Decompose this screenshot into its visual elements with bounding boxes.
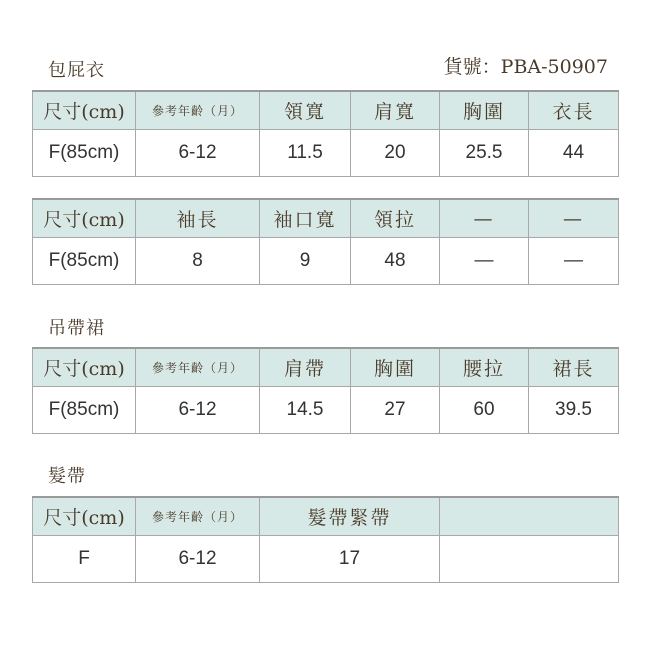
table-cell: F(85cm)	[33, 130, 136, 177]
table-row	[33, 130, 619, 177]
header-cell: 尺寸(cm)	[33, 348, 136, 387]
table-cell: —	[529, 238, 619, 285]
table-row	[33, 387, 619, 434]
table-cell: 8	[136, 238, 260, 285]
table-cell: 6-12	[136, 536, 260, 583]
section-title-bodysuit: 包屁衣	[48, 60, 105, 81]
header-cell: 尺寸(cm)	[33, 199, 136, 238]
header-cell: 胸圍	[440, 91, 529, 130]
table-cell: 27	[351, 387, 440, 434]
table-cell: 39.5	[529, 387, 619, 434]
header-cell: 衣長	[529, 91, 619, 130]
table-cell: 60	[440, 387, 529, 434]
size-table-headband	[32, 496, 619, 583]
table-cell: F(85cm)	[33, 387, 136, 434]
header-cell: 肩寬	[351, 91, 440, 130]
table-cell: F	[33, 536, 136, 583]
table-cell: F(85cm)	[33, 238, 136, 285]
header-cell: 腰拉	[440, 348, 529, 387]
header-cell: 尺寸(cm)	[33, 91, 136, 130]
table-cell: 11.5	[260, 130, 351, 177]
table-row	[33, 536, 619, 583]
size-table-suspender-skirt	[32, 347, 619, 434]
header-cell: 尺寸(cm)	[33, 497, 136, 536]
table-cell: 6-12	[136, 387, 260, 434]
table-header-row	[33, 348, 619, 387]
header-cell: 參考年齡（月）	[136, 497, 260, 536]
header-cell: 領寬	[260, 91, 351, 130]
header-cell: 袖口寬	[260, 199, 351, 238]
table-header-row	[33, 91, 619, 130]
header-cell: —	[440, 199, 529, 238]
table-header-row	[33, 199, 619, 238]
header-cell: 領拉	[351, 199, 440, 238]
table-header-row	[33, 497, 619, 536]
table-cell: 6-12	[136, 130, 260, 177]
size-table-bodysuit-2	[32, 198, 619, 285]
header-cell: 參考年齡（月）	[136, 348, 260, 387]
table-cell: —	[440, 238, 529, 285]
header-cell: 胸圍	[351, 348, 440, 387]
table-cell: 14.5	[260, 387, 351, 434]
header-cell: 髮帶緊帶	[260, 497, 440, 536]
table-cell: 17	[260, 536, 440, 583]
header-cell: —	[529, 199, 619, 238]
table-cell: 48	[351, 238, 440, 285]
header-cell: 裙長	[529, 348, 619, 387]
header-cell-empty	[440, 497, 619, 536]
header-cell: 肩帶	[260, 348, 351, 387]
size-table-bodysuit-1	[32, 90, 619, 177]
table-cell: 25.5	[440, 130, 529, 177]
product-code: 貨號：PBA-50907	[443, 56, 608, 78]
section-title-headband: 髮帶	[48, 466, 86, 487]
table-row	[33, 238, 619, 285]
table-cell-empty	[440, 536, 619, 583]
section-title-suspender-skirt: 吊帶裙	[48, 318, 105, 339]
header-cell: 袖長	[136, 199, 260, 238]
table-cell: 9	[260, 238, 351, 285]
table-cell: 44	[529, 130, 619, 177]
header-cell: 參考年齡（月）	[136, 91, 260, 130]
table-cell: 20	[351, 130, 440, 177]
